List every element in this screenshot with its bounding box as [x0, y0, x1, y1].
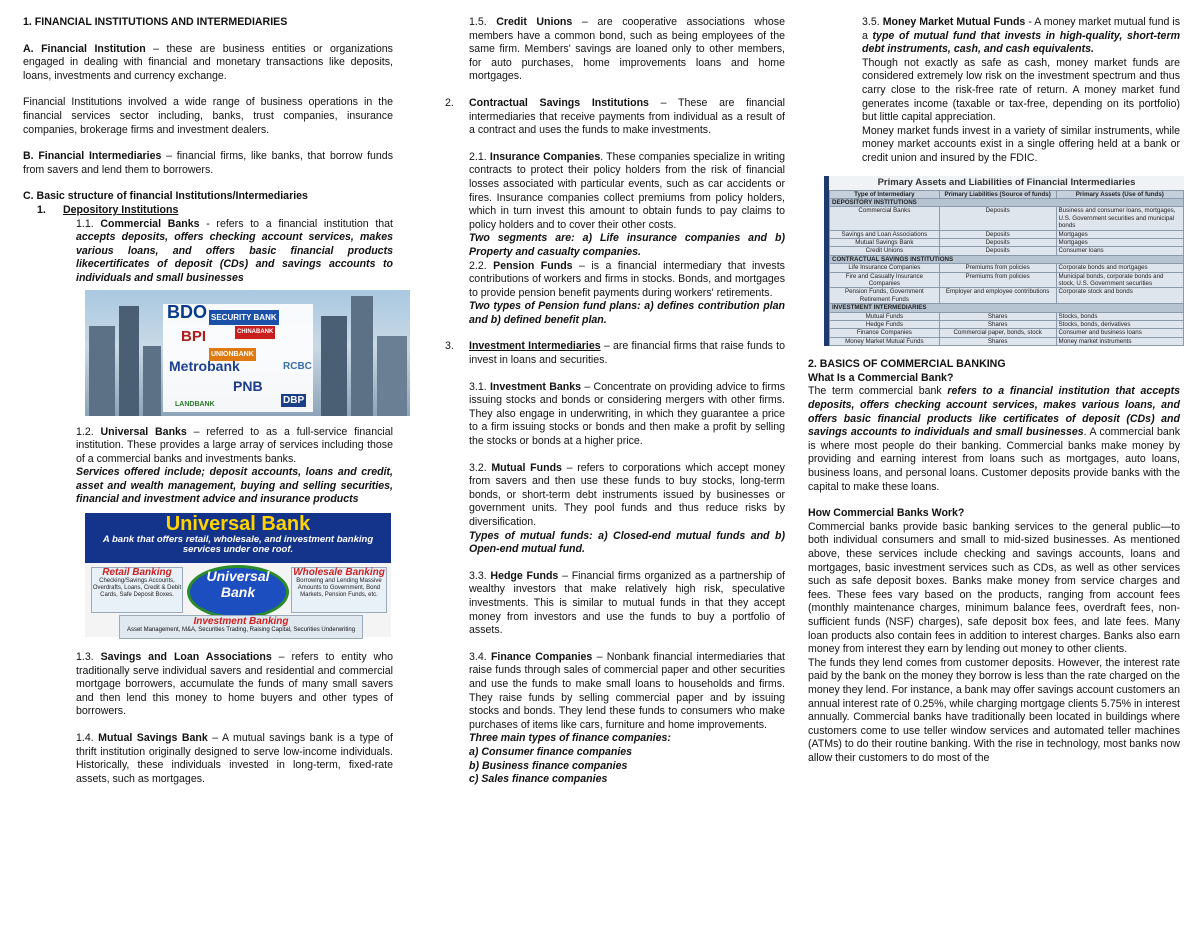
depository-number: 1. [37, 203, 46, 216]
investment-intermediaries-label: Investment Intermediaries [469, 340, 601, 353]
table-row [830, 247, 1184, 255]
insurance-companies-label: Insurance Companies [489, 150, 601, 163]
hedge-funds-number: 3.3. [469, 569, 491, 582]
table-row [830, 288, 1184, 304]
money-market-paragraph [808, 16, 1180, 57]
table-cell: Commercial Banks [830, 207, 940, 230]
table-cell: Municipal bonds, corporate bonds and stock, U.S. Government securities [1056, 272, 1183, 288]
bdo-logo: BDO [167, 301, 207, 322]
table-cell: Shares [939, 337, 1056, 345]
basic-structure-heading: C. Basic structure of financial Institutions/Intermediaries [23, 190, 308, 203]
table-cell: Pension Funds, Government Retirement Funds [830, 288, 940, 304]
money-market-text: - A money market mutual fund is a [862, 16, 1181, 42]
investment-banks-paragraph [445, 381, 785, 449]
pnb-logo: PNB [233, 377, 263, 394]
contractual-savings-paragraph [445, 97, 785, 138]
savings-loan-paragraph [23, 651, 393, 719]
retail-banking-title: Retail Banking [102, 567, 172, 579]
money-market-label: Money Market Mutual Funds [882, 16, 1026, 28]
universal-banks-text: – referred to as a full-service financial institution. These provides a large array of services including those of a commercial banks and investments banks. [76, 425, 393, 465]
table-header-row [830, 190, 1184, 198]
universal-bank-center: Universal Bank [187, 565, 289, 619]
table-cell: Credit Unions [830, 247, 940, 255]
financial-intermediaries-label: B. Financial Intermediaries [23, 150, 162, 163]
table-cell: Deposits [939, 247, 1056, 255]
universal-bank-image-subtitle: A bank that offers retail, wholesale, and investment banking services under one roof. [85, 535, 391, 563]
insurance-companies-paragraph [445, 151, 785, 233]
universal-banks-number: 1.2. [76, 425, 101, 438]
bank-logos-image [85, 290, 410, 416]
what-is-commercial-bank-heading: What Is a Commercial Bank? [808, 371, 954, 384]
financial-intermediaries-paragraph [23, 150, 393, 177]
table-header-type: Type of Intermediary [830, 190, 940, 198]
contractual-savings-text: – These are financial intermediaries that receive payments from individual as a result of a contract and uses the funds to make investments. [469, 96, 785, 137]
pension-fund-types: Two types of Pension fund plans: a) defines contribution plan and b) defined benefit plan. [469, 300, 785, 326]
dbp-logo: DBP [283, 394, 305, 406]
table-row [830, 264, 1184, 272]
table-row [830, 230, 1184, 238]
table-row [830, 238, 1184, 246]
table-header-assets: Primary Assets (Use of funds) [1056, 190, 1183, 198]
table-row [830, 321, 1184, 329]
investment-banking-title: Investment Banking [193, 616, 289, 628]
table-section-row [830, 255, 1184, 263]
credit-unions-text: – are cooperative associations whose members have a common bond, such as being employees of the same firm. Members' savings are loaned only to other members, for auto purchases, home improvements loans and home mortgages. [469, 16, 786, 83]
wholesale-banking-title: Wholesale Banking [293, 567, 385, 579]
money-market-number: 3.5. [862, 16, 883, 28]
table-cell: Money market instruments [1056, 337, 1183, 345]
investment-banking-box [119, 615, 363, 639]
mutual-savings-text: – A mutual savings bank is a type of thrift institution originally designed to serve low-income individuals. Historically, these individuals invested in long-term, fixed-rate assets, such as mortgages. [76, 732, 393, 785]
table-section-investment: INVESTMENT INTERMEDIARIES [830, 304, 1184, 312]
savings-loan-label: Savings and Loan Associations [100, 651, 272, 664]
finance-type-consumer: a) Consumer finance companies [469, 745, 633, 758]
hedge-funds-paragraph [445, 570, 785, 638]
table-cell: Stocks, bonds [1056, 312, 1183, 320]
mutual-savings-number: 1.4. [76, 732, 99, 745]
pension-funds-text: – is a financial intermediary that invests contributions of workers and firms in stocks. Bonds, and mortgages to provide pension benefit payments during workers' retirements. [469, 259, 785, 299]
table-cell: Hedge Funds [830, 321, 940, 329]
credit-unions-paragraph [445, 16, 785, 84]
investment-banks-label: Investment Banks [489, 380, 582, 393]
finance-companies-text: – Nonbank financial intermediaries that raise funds through sales of commercial paper and other securities and use the funds to make small loans to households and firms. They raise funds by selling commercial paper and by issuing stocks and bonds. They lend these funds to consumers who make purchases of items like cars, furniture and home improvements. [469, 650, 786, 731]
unionbank-logo: UNIONBANK [209, 348, 256, 362]
depository-heading [23, 204, 393, 218]
assets-liabilities-table-image [824, 176, 1184, 347]
table-cell: Corporate bonds and mortgages [1056, 264, 1183, 272]
mutual-funds-label: Mutual Funds [491, 461, 562, 474]
landbank-logo: LANDBANK [175, 400, 215, 408]
table-cell: Shares [939, 312, 1056, 320]
table-cell: Deposits [939, 230, 1056, 238]
financial-institution-paragraph [23, 43, 393, 84]
wholesale-banking-items: Borrowing and Lending Massive Amounts to Government, Bond Markets, Pension Funds, etc. [296, 578, 382, 599]
rcbc-logo: RCBC [283, 360, 312, 372]
investment-banks-text: – Concentrate on providing advice to firms issuing stocks and bonds or considering mergers with other firms. They also engage in underwriting, in which they guarantee a price to a firm issuing stocks or bonds and then make a profit by selling the stocks or bonds at a higher price. [469, 380, 785, 448]
metrobank-logo: Metrobank [169, 357, 240, 374]
wholesale-banking-box [291, 567, 387, 613]
insurance-companies-text: . These companies specialize in writing contracts to protect their policy holders from the risk of financial losses associated with particular events, such as car accidents or fires. Insurance companies collect premiums from policy holders, which in turn invest this amount to obtain funds to pay claims to policy holders and to cover their other costs. [469, 150, 785, 231]
contractual-savings-number: 2. [445, 96, 454, 109]
mutual-fund-types: Types of mutual funds: a) Closed-end mutual funds and b) Open-end mutual fund. [469, 529, 785, 556]
table-cell: Business and consumer loans, mortgages, U.S. Government securities and municipal bonds [1056, 207, 1183, 230]
table-cell: Commercial paper, bonds, stock [939, 329, 1056, 337]
table-row [830, 207, 1184, 230]
depository-label: Depository Institutions [63, 203, 179, 216]
table-section-contractual: CONTRACTUAL SAVINGS INSTITUTIONS [830, 255, 1184, 263]
commercial-banks-emphasis: accepts deposits, offers checking account services, makes various loans, and offers basic financial products likecertificates of deposit (CDs) and savings accounts to individuals and small businesses [76, 231, 393, 284]
pension-funds-label: Pension Funds [493, 259, 573, 272]
table-cell: Fire and Casualty Insurance Companies [830, 272, 940, 288]
savings-loan-number: 1.3. [76, 651, 101, 664]
credit-unions-number: 1.5. [469, 16, 497, 28]
table-cell: Shares [939, 321, 1056, 329]
chinabank-logo: CHINABANK [235, 326, 275, 340]
investment-intermediaries-text: – are financial firms that raise funds to invest in loans and securities. [469, 340, 785, 367]
finance-companies-paragraph [445, 651, 785, 733]
commercial-bank-definition-emphasis: refers to a financial institution that accepts deposits, offers checking account services, makes various loans, and offers basic financial products like certificates of deposit (CDs) and savings accounts to individuals and small businesses [808, 385, 1180, 439]
money-market-risk-paragraph: Though not exactly as safe as cash, money market funds are considered extremely low risk on the investment spectrum and thus carry close to the risk-free rate of return. A money market fund generates income (taxable or tax-free, depending on its portfolio) but little capital appreciation. [862, 56, 1180, 124]
commercial-banks-number: 1.1. [76, 217, 101, 230]
table-header-liabilities: Primary Liabilities (Source of funds) [939, 190, 1056, 198]
mutual-savings-paragraph [23, 732, 393, 786]
financial-institution-label: A. Financial Institution [23, 42, 146, 55]
insurance-segments: Two segments are: a) Life insurance companies and b) Property and casualty companies. [469, 232, 785, 258]
finance-companies-number: 3.4. [469, 650, 491, 663]
table-row [830, 337, 1184, 345]
assets-liabilities-table [829, 190, 1184, 347]
column-3 [808, 16, 1180, 765]
table-cell: Savings and Loan Associations [830, 230, 940, 238]
retail-banking-box [91, 567, 183, 613]
table-cell: Mortgages [1056, 230, 1183, 238]
table-cell: Stocks, bonds, derivatives [1056, 321, 1183, 329]
table-cell: Money Market Mutual Funds [830, 337, 940, 345]
table-section-depository: DEPOSITORY INSTITUTIONS [830, 198, 1184, 206]
bpi-logo: BPI [181, 327, 207, 345]
table-cell: Mutual Savings Bank [830, 238, 940, 246]
mutual-funds-paragraph [445, 462, 785, 530]
table-section-row [830, 198, 1184, 206]
table-cell: Mutual Funds [830, 312, 940, 320]
column-2 [445, 16, 785, 787]
investment-banking-items: Asset Management, M&A, Securities Trading, Raising Capital, Securities Underwriting [126, 627, 356, 634]
table-row [830, 329, 1184, 337]
table-cell: Premiums from policies [939, 264, 1056, 272]
pension-funds-number: 2.2. [469, 259, 494, 272]
finance-type-sales: c) Sales finance companies [469, 773, 608, 786]
universal-banks-paragraph [23, 426, 393, 467]
commercial-bank-definition [808, 385, 1180, 494]
mutual-funds-text: – refers to corporations which accept money from savers and then use these funds to buy stocks, long-term bonds, or short-term debt instruments issued by businesses or government units. They pool funds and thus reduce risks by diversification. [469, 461, 785, 528]
money-market-emphasis: type of mutual fund that invests in high-quality, short-term debt instruments, cash, and cash equivalents. [862, 29, 1180, 56]
pension-funds-paragraph [445, 260, 785, 301]
table-cell: Premiums from policies [939, 272, 1056, 288]
table-title: Primary Assets and Liabilities of Financial Intermediaries [829, 176, 1184, 190]
finance-companies-label: Finance Companies [490, 650, 593, 663]
investment-banks-number: 3.1. [469, 380, 490, 393]
table-cell: Corporate stock and bonds [1056, 288, 1183, 304]
table-cell: Consumer loans [1056, 247, 1183, 255]
table-cell: Life Insurance Companies [830, 264, 940, 272]
commercial-bank-definition-pre: The term commercial bank [808, 385, 948, 398]
how-banks-work-heading: How Commercial Banks Work? [808, 507, 965, 520]
universal-bank-image [85, 513, 391, 637]
hedge-funds-label: Hedge Funds [490, 569, 559, 582]
universal-banks-label: Universal Banks [100, 425, 187, 438]
section-1-heading: 1. FINANCIAL INSTITUTIONS AND INTERMEDIARIES [23, 16, 288, 28]
investment-intermediaries-number: 3. [445, 340, 454, 353]
table-row [830, 272, 1184, 288]
financial-institution-text: – these are business entities or organizations engaged in dealing with financial and monetary transactions like deposits, loans, investments and currency exchange. [23, 42, 393, 82]
commercial-banks-label: Commercial Banks [100, 217, 200, 230]
fi-operations-paragraph: Financial Institutions involved a wide range of business operations in the financial services sector including, banks, trust companies, insurance companies, brokerage firms and investment dealers. [23, 96, 393, 136]
section-2-heading: 2. BASICS OF COMMERCIAL BANKING [808, 358, 1006, 371]
investment-intermediaries-paragraph [445, 340, 785, 367]
table-cell: Finance Companies [830, 329, 940, 337]
table-section-row [830, 304, 1184, 312]
column-1 [23, 16, 393, 786]
table-row [830, 312, 1184, 320]
contractual-savings-label: Contractual Savings Institutions [469, 96, 649, 109]
retail-banking-items: Checking/Savings Accounts, Overdrafts, Loans, Credit & Debit Cards, Safe Deposit Boxes. [92, 578, 182, 599]
table-cell: Mortgages [1056, 238, 1183, 246]
mutual-savings-label: Mutual Savings Bank [98, 732, 208, 745]
savings-loan-text: – refers to entity who traditionally serve individual savers and residential and commercial mortgage borrowers, accumulate the funds of many small savers and then lend this money to home buyers and other types of borrowers. [76, 651, 393, 718]
credit-unions-label: Credit Unions [496, 16, 573, 28]
money-market-instruments-paragraph: Money market funds invest in a variety of similar instruments, while money market accounts exist in a single offering held at a bank or credit union and insured by the FDIC. [862, 124, 1180, 164]
insurance-companies-number: 2.1. [469, 150, 490, 163]
commercial-bank-definition-post: . A commercial bank is where most people do their banking. Commercial banks make money by providing and earning interest from loans such as mortgages, auto loans, business loans, and personal loans. Customer deposits provide banks with the capital to make these loans. [808, 426, 1180, 493]
security-bank-logo: SECURITY BANK [209, 310, 279, 326]
financial-intermediaries-text: – financial firms, like banks, that borrow funds from savers and lend them to borrowers. [23, 150, 393, 176]
table-cell: Deposits [939, 238, 1056, 246]
how-banks-work-paragraph-2: The funds they lend comes from customer deposits. However, the interest rate paid by the bank on the money they borrow is less than the rate charged on the money they lend. For instance, a bank may offer savings account customers an annual interest rate of 0.25%, while charging mortgage clients 5.75% in interest annually. Commercial banks have traditionally been located in buildings where customers come to use teller window services and automated teller machines (ATMs) to do their routine banking. With the rise in technology, most banks now allow their customers to do most of the [808, 656, 1180, 764]
finance-type-business: b) Business finance companies [469, 759, 628, 772]
how-banks-work-paragraph-1: Commercial banks provide basic banking services to the general public—to both individual consumers and small to mid-sized businesses. As mentioned above, these services include checking and savings accounts, loans and mortgages, basic investment services such as CDs, as well as other services such as safe deposit boxes. Banks make money from service charges and fees. These fees vary based on the products, ranging from account fees (monthly maintenance charges, minimum balance fees, overdraft fees, non-sufficient funds (NSF) charges), safe deposit box fees, and late fees. Many loan products also contain fees in addition to interest charges. Banks also earn money from interest they earn by lending out money to other clients. [808, 520, 1180, 656]
universal-bank-image-title: Universal Bank [85, 513, 391, 535]
table-cell: Employer and employee contributions [939, 288, 1056, 304]
commercial-banks-paragraph [23, 218, 393, 286]
finance-company-types-heading: Three main types of finance companies: [469, 732, 671, 745]
commercial-banks-text: - refers to a financial institution that [199, 217, 393, 230]
hedge-funds-text: – Financial firms organized as a partnership of wealthy investors that make relatively high risk, speculative investments. This is similar to mutual funds in that they accept money from investors and use the funds to buy a portfolio of assets. [469, 569, 785, 637]
universal-banks-services: Services offered include; deposit accounts, loans and credit, asset and wealth management, buying and selling securities, financial and investment advice and insurance products [76, 466, 393, 506]
mutual-funds-number: 3.2. [469, 461, 492, 474]
table-cell: Deposits [939, 207, 1056, 230]
table-cell: Consumer and business loans [1056, 329, 1183, 337]
